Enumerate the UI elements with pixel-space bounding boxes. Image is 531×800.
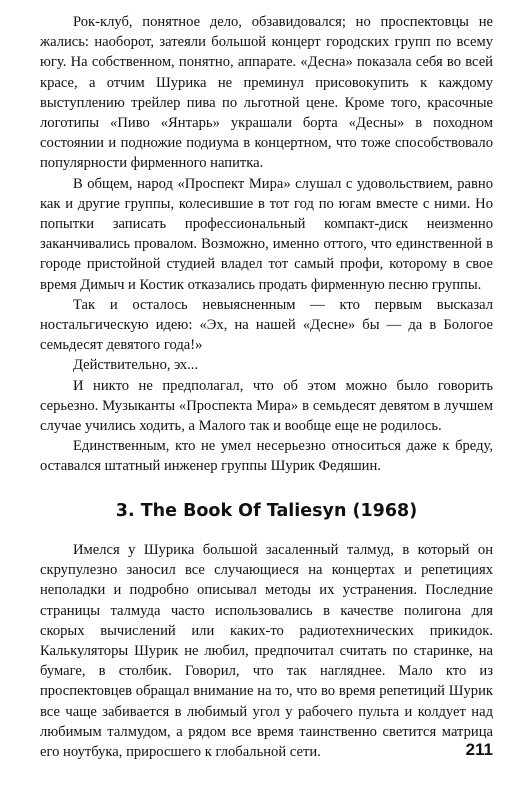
paragraph: Имелся у Шурика большой засаленный талмуд, в который он скрупулезно заносил все случающиеся на концертах и репетициях неполадки и подробно описывал методы их устранения. Последние страницы талмуда часто использовались в качестве полигона для скорых вычислений или каких-то радиотехнических прикидок. Калькуляторы Шурик не любил, предпочитал считать по старинке, на бумаге, в столбик. Говорил, что так нагляднее. Мало кто из проспектовцев обращал внимание на то, что во время репетиций Шурик все чаще забивается в любимый угол у рабочего пульта и колдует над любимым талмудом, а рядом все время таинственно светится матрица его ноутбука, приросшего к глобальной сети. xyxy=(40,542,493,761)
paragraph: Действительно, эх... xyxy=(73,357,199,374)
paragraph: И никто не предполагал, что об этом можно было говорить серьезно. Музыканты «Проспекта Мира» в семьдесят девятом в лучшем случае учились ходить, а Малого так и вообще еще не родилось. xyxy=(40,377,493,435)
paragraph: Единственным, кто не умел несерьезно относиться даже к бреду, оставался штатный инженер группы Шурик Федяшин. xyxy=(40,438,493,475)
paragraph: Рок-клуб, понятное дело, обзавидовался; но проспектовцы не жались: наоборот, затеяли большой концерт городских групп по всему югу. На собственном, понятно, аппарате. «Десна» показала себя во всей красе, а отчим Шурика не преминул присовокупить к каждому выступлению трейлер пива по льготной цене. Кроме того, красочные логотипы «Пиво «Янтарь» украшали борта «Десны» в походном состоянии и подножие подиума в концертном, что тоже способствовало популярности фирменного напитка. xyxy=(40,14,493,172)
section-heading: 3. The Book Of Taliesyn (1968) xyxy=(115,501,418,521)
paragraph: В общем, народ «Проспект Мира» слушал с удовольствием, равно как и другие группы, колесившие в тот год по югам вместе с ними. Но попытки записать профессиональный компакт-диск неизменно заканчивались провалом. Возможно, именно оттого, что единственной в городе пристойной студией владел тот самый профи, которому в свое время Димыч и Костик отказались продать фирменную песню группы. xyxy=(40,175,493,293)
body-text-top xyxy=(40,12,493,477)
paragraph: Так и осталось невыясненным — кто первым высказал ностальгическую идею: «Эх, на нашей «Десне» бы — да в Бологое семьдесят девятого года!» xyxy=(40,296,493,354)
page-number: 211 xyxy=(465,740,493,759)
body-text-section xyxy=(40,540,493,762)
